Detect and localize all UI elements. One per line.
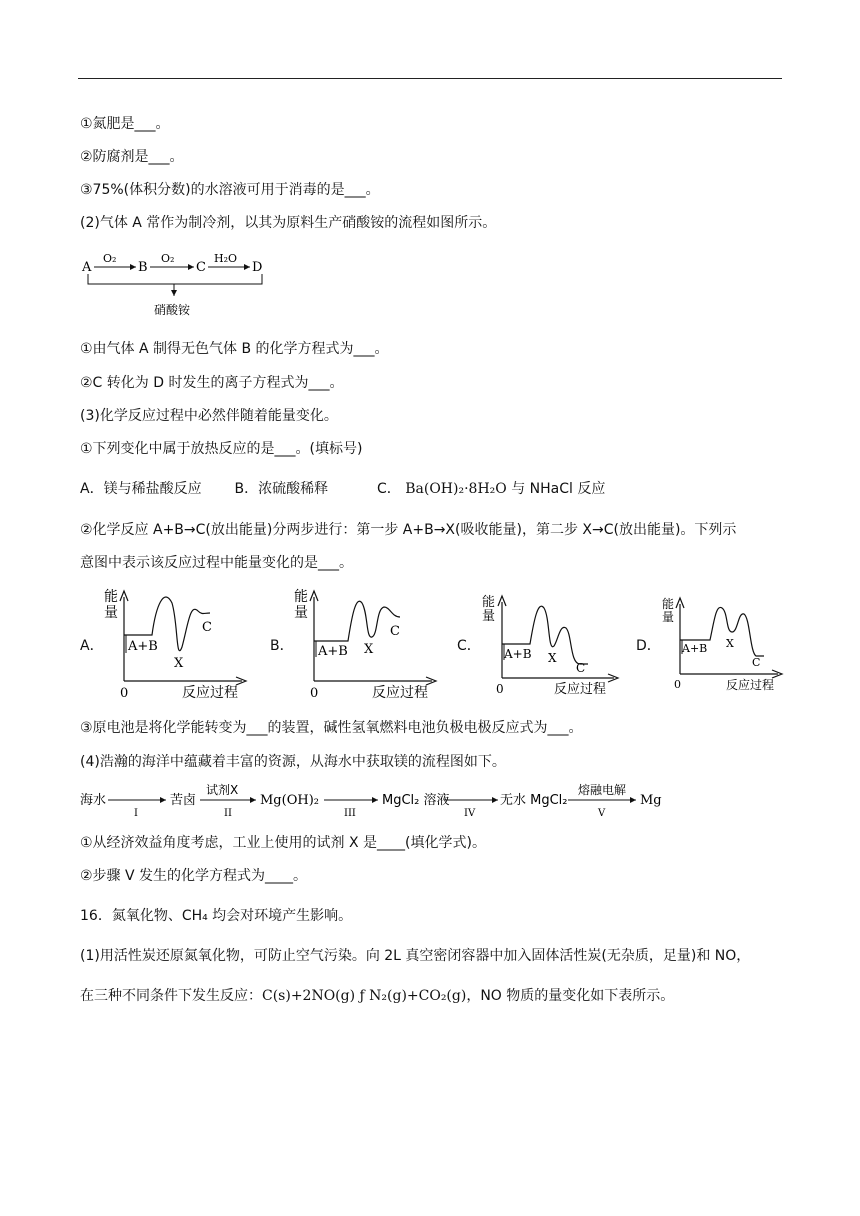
option-a: A．镁与稀盐酸反应 (80, 481, 202, 497)
line-5: ①由气体 A 制得无色气体 B 的化学方程式为___。 (80, 341, 389, 357)
option-c-suffix: 与 NHaCl 反应 (511, 481, 606, 497)
line-11: 意图中表示该反应过程中能量变化的是___。 (80, 555, 353, 571)
svg-text:A+B: A+B (318, 644, 348, 659)
svg-text:量: 量 (662, 610, 675, 624)
nitrate-flow-diagram (78, 248, 278, 320)
line-3: ③75%(体积分数)的水溶液可用于消毒的是___。 (80, 182, 380, 198)
node-b: B (138, 260, 148, 275)
diagram-option-a-label: A． (80, 638, 104, 654)
line-13: (4)浩瀚的海洋中蕴藏着丰富的资源，从海水中获取镁的流程图如下。 (80, 754, 506, 770)
svg-text:反应过程: 反应过程 (554, 682, 607, 697)
svg-text:反应过程: 反应过程 (372, 685, 428, 701)
diagram-option-d-label: D． (636, 638, 661, 654)
header-rule (78, 78, 782, 79)
svg-text:A+B: A+B (128, 639, 158, 654)
svg-text:IV: IV (464, 808, 476, 819)
line-6: ②C 转化为 D 时发生的离子方程式为___。 (80, 375, 344, 391)
svg-text:0: 0 (674, 678, 681, 691)
line-8: ①下列变化中属于放热反应的是___。(填标号) (80, 441, 363, 457)
node-c: C (196, 260, 206, 275)
svg-text:A+B: A+B (504, 647, 532, 661)
svg-text:V: V (598, 808, 606, 819)
svg-text:量: 量 (104, 605, 118, 621)
reagent-1: O₂ (103, 252, 117, 265)
svg-text:海水: 海水 (80, 793, 107, 808)
svg-text:0: 0 (496, 682, 504, 696)
node-a: A (82, 260, 92, 275)
diagram-option-c-label: C． (457, 638, 481, 654)
svg-text:反应过程: 反应过程 (726, 678, 775, 692)
svg-text:反应过程: 反应过程 (182, 685, 238, 701)
energy-diagram-a (100, 585, 250, 701)
svg-text:0: 0 (310, 686, 319, 701)
svg-text:能: 能 (294, 589, 308, 605)
svg-text:能: 能 (662, 597, 675, 611)
energy-diagram-c (478, 590, 628, 702)
svg-text:熔融电解: 熔融电解 (578, 783, 627, 797)
line-12: ③原电池是将化学能转变为___的装置，碱性氢氧燃料电池负极电极反应式为___。 (80, 720, 583, 736)
svg-text:X: X (548, 651, 557, 665)
line-7: (3)化学反应过程中必然伴随着能量变化。 (80, 408, 338, 424)
option-c-formula: Ba(OH)₂·8H₂O (405, 481, 507, 497)
line-10: ②化学反应 A+B→C(放出能量)分两步进行：第一步 A+B→X(吸收能量)，第二步 X→C(放出能量)。下列示 (80, 522, 737, 538)
line-9 (80, 480, 605, 498)
svg-text:试剂X: 试剂X (206, 783, 239, 797)
product-label: 硝酸铵 (154, 303, 191, 317)
line-16: 16．氮氧化物、CH₄ 均会对环境产生影响。 (80, 908, 353, 924)
line-17: (1)用活性炭还原氮氧化物，可防止空气污染。向 2L 真空密闭容器中加入固体活性炭(无杂质，足量)和 NO， (80, 948, 751, 964)
svg-text:C: C (390, 624, 400, 639)
reaction-equation: C(s)+2NO(g) ƒ N₂(g)+CO₂(g) (262, 988, 467, 1004)
svg-text:苦卤: 苦卤 (170, 793, 197, 808)
option-b: B．浓硫酸稀释 (234, 481, 329, 497)
svg-text:能: 能 (482, 595, 496, 610)
svg-text:无水 MgCl₂: 无水 MgCl₂ (500, 793, 568, 808)
reagent-3: H₂O (214, 252, 238, 265)
node-d: D (252, 260, 263, 275)
svg-text:X: X (174, 656, 184, 671)
diagram-option-b-label: B． (270, 638, 294, 654)
line-18: 在三种不同条件下发生反应：C(s)+2NO(g) ƒ N₂(g)+CO₂(g)，NO 物质的量变化如下表所示。 (80, 988, 675, 1004)
reagent-2: O₂ (161, 252, 175, 265)
svg-text:量: 量 (482, 609, 496, 624)
svg-text:Mg: Mg (640, 793, 662, 808)
svg-text:II: II (224, 808, 232, 819)
line-4: (2)气体 A 常作为制冷剂，以其为原料生产硝酸铵的流程如图所示。 (80, 215, 497, 231)
svg-text:C: C (752, 656, 761, 669)
line-2: ②防腐剂是___。 (80, 149, 184, 165)
svg-text:C: C (202, 620, 212, 635)
energy-diagram-b (290, 585, 440, 701)
svg-text:III: III (344, 808, 356, 819)
svg-text:X: X (364, 642, 374, 657)
svg-text:能: 能 (104, 589, 118, 605)
option-c-prefix: C． (377, 481, 401, 497)
svg-text:MgCl₂ 溶液: MgCl₂ 溶液 (382, 793, 450, 808)
magnesium-flow-diagram (78, 780, 678, 824)
energy-diagram-d (658, 592, 788, 696)
line-14: ①从经济效益角度考虑，工业上使用的试剂 X 是____(填化学式)。 (80, 835, 486, 851)
svg-text:C: C (576, 661, 586, 675)
svg-text:I: I (134, 808, 138, 819)
svg-text:0: 0 (120, 686, 129, 701)
svg-text:量: 量 (294, 605, 308, 621)
svg-text:A+B: A+B (682, 642, 708, 655)
svg-text:Mg(OH)₂: Mg(OH)₂ (260, 793, 319, 808)
svg-text:X: X (726, 637, 734, 650)
line-15: ②步骤 V 发生的化学方程式为____。 (80, 868, 308, 884)
line-1: ①氮肥是___。 (80, 116, 170, 132)
